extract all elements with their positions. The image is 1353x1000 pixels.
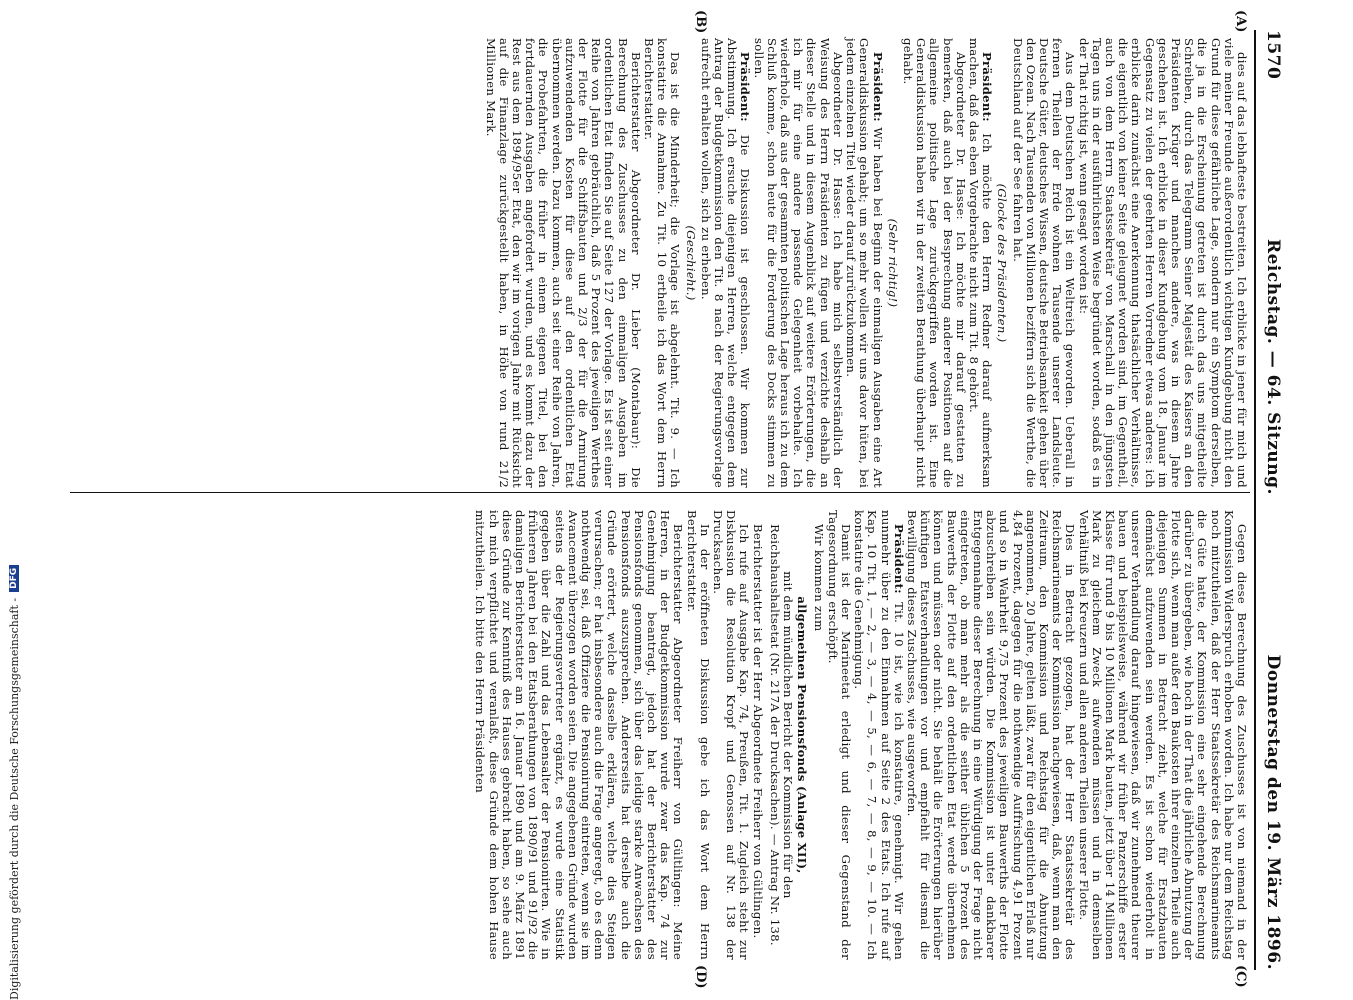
speech-paragraph <box>852 510 905 960</box>
paragraph <box>1010 38 1076 488</box>
paragraph-text: (Glocke des Präsidenten.) <box>995 183 1010 343</box>
dfg-logo: DFG <box>9 565 19 592</box>
paragraph-text: (Sehr richtig!) <box>885 218 900 308</box>
paragraph <box>711 510 751 960</box>
speaker-label: Präsident: <box>738 52 753 122</box>
paragraph-text: In der eröffneten Diskussion gebe ich das Wort dem Herrn Berichterstatter. <box>684 510 712 960</box>
paragraph-text: allgemeinen Pensionsfonds (Anlage XII), <box>795 596 810 874</box>
speech-paragraph <box>967 38 993 488</box>
paragraph <box>642 38 682 488</box>
paragraph-text: Abgeordneter Dr. Hasse: Ich möchte mir darauf gestatten zu bemerken, daß auch bei der Besprechung anderer Positionen auf die allgemeine politische Lage zurückgegriffen worden ist. Eine Generaldiskussion haben wir in der zweiten Berathung überhaupt nicht gehabt. <box>900 38 968 488</box>
paragraph-text: (Geschieht.) <box>683 225 698 301</box>
digitization-footer <box>3 565 22 1000</box>
section-heading <box>795 510 808 960</box>
paragraph <box>901 38 967 488</box>
column-divider <box>70 492 1250 493</box>
header-rule <box>1254 30 1256 970</box>
paragraph-text: Gegen diese Berechnung des Zuschusses ist von niemand in der Kommission Widerspruch erhoben worden. Ich habe nur dem Reichstag noch mitzutheilen, daß der Herr Staatssekretär des Reichsmarineamts die Güte hatte, der Kommission eine sehr eingehende Berechnung darüber zu übergeben, wie hoch in der That die jährliche Abnutzung der Flotte sich, wenn man außer den Baukosten ihrer einzelnen Theile auch diejenigen Summen in Betracht zieht, welche für Ersatzbauten demnächst aufzuwenden sein werden. Es ist schon wiederholt in unserer Verhandlung darauf hingewiesen, daß wir zunehmend theurer bauen und beispielsweise, während wir früher Panzerschiffe erster Klasse für rund 9 bis 10 Millionen Mark bauten, jetzt über 14 Millionen Mark zu gleichem Zweck aufwenden müssen und in demselben Verhältniß bei Kreuzern und allen anderen Theilen unserer Flotte. <box>1076 510 1249 960</box>
paragraph <box>684 510 710 960</box>
paragraph-text: Abgeordneter Dr. Hasse: Ich habe mich selbstverständlich der Weisung des Herrn Präsidenten zu fügen und verzichte deshalb an dieser Stelle und in diesem Augenblick auf weitere Erörterungen, die ich mir für eine andere passende Gelegenheit vorbehalte. Ich wiederhole, daß aus der gesammten politischen Lage heraus ich zu dem Schluß komme, schon heute für die Forderung des Docks stimmen zu sollen. <box>751 38 845 488</box>
stage-direction <box>886 38 899 488</box>
paragraph-text: Tit. 10 ist, wie ich konstatire, genehmigt. Wir gehen nunmehr über zu den Einnahmen auf Seite 2 des Etats. Ich rufe auf Kap. 10 Tit. 1, — 2, — 3, — 4, — 5, — 6, — 7, — 8, — 9, — 10. — Ich konstatire die Genehmigung. <box>852 510 906 960</box>
speaker-label: Präsident: <box>870 52 885 122</box>
paragraph-text: Das ist die Minderheit; die Vorlage ist abgelehnt. Tit. 9. — Ich konstatire die Annahme. Zu Tit. 10 ertheile ich das Wort dem Herrn Berichterstatter. <box>642 38 683 488</box>
paragraph <box>750 510 763 960</box>
paragraph-text: Berichterstatter Abgeordneter Dr. Lieber (Montabaur): Die Berechnung des Zuschusses zu den einmaligen Ausgaben im ordentlichen Etat finden Sie auf Seite 127 der Vorlage. Es ist seit einer Reihe von Jahren gebräuchlich, daß 5 Prozent des jeweiligen Werthes der Flotte für die Schiffsbauten und 2/3 der für die Armirung aufzuwendenden Kosten für diese auf den ordentlichen Etat übernommen werden. Dazu kommen, auch seit einer Reihe von Jahren, die Probefahrten, die früher in einem eigenen Titel, bei den fortdauernden Ausgaben angefordert wurden, und es kommt dazu der Rest aus dem 1894/95er Etat, den wir im vorigen Jahre mit Rücksicht auf die Finanzlage zurückgestellt haben, in Höhe von rund 21/2 Millionen Mark. <box>483 38 643 488</box>
page-date: Donnerstag den 19. März 1896. <box>1263 654 1283 970</box>
speech-paragraph <box>844 38 884 488</box>
paragraph-text: Aus dem Deutschen Reich ist ein Weltreich geworden. Ueberall in fernen Theilen der Erde wohnen Tausende unserer Landsleute. Deutsche Güter, deutsches Wissen, deutsche Betriebsamkeit gehen über den Ozean. Nach Tausenden von Millionen beziffern sich die Werthe, die Deutschland auf der See fahren hat. <box>1010 38 1078 488</box>
paragraph <box>826 510 852 960</box>
stage-direction <box>995 38 1008 488</box>
paragraph-text: Berichterstatter ist der Herr Abgeordnete Freiherr von Gültlingen. <box>750 524 765 939</box>
paragraph-text: Damit ist der Marineetat erledigt und dieser Gegenstand der Tagesordnung erschöpft. <box>825 510 853 960</box>
paragraph-text: Berichterstatter Abgeordneter Freiherr von Gültlingen: Meine Herren, in der Budgetkommission wurde zwar das Kap. 74 zur Genehmigung beantragt, jedoch hat der Berichterstatter des Pensionsfonds genommen, sich über das leidige starke Anwachsen des Pensionsfonds auszusprechen. Andererseits hat derselbe auch die Gründe erörtert, welche dasselbe erklären, welche dies Steigen verursachen; er hat insbesondere auch die Frage angeregt, ob es denn nothwendig sei, daß Offiziere die Pensionirung eintreten, wenn sie im Avancement überzogen worden seien. Die angegebenen Gründe wurden seitens der Regierungsvertreter ergänzt, es wurde eine Statistik gegeben über die Zahl und das Lebensalter der Pensionirten. Wie in früheren Jahren bei den Etatsberathungen von 1890/91 und 91/92 die damaligen Berichterstatter am 16. Januar 1890 und am 9. März 1891 diese Gründe zur Kenntniß des Hauses gebracht haben, so sehe auch ich mich verpflichtet und veranlaßt, diese Gründe dem hohen Hause mitzutheilen. Ich bitte den Herrn Präsidenten <box>473 510 686 960</box>
paragraph-text: Ich rufe auf Ausgabe Kap. 74, Preußen, Tit. 1. Zugleich steht zur Diskussion die Resolution Kropf und Genossen auf Nr. 138 der Drucksachen. <box>711 510 752 960</box>
paragraph <box>812 510 825 960</box>
paragraph <box>1076 510 1248 960</box>
right-column <box>473 510 1248 960</box>
footer-text: Digitalisierung gefördert durch die Deutsche Forschungsgemeinschaft - <box>8 597 21 1000</box>
paragraph-text: dies auf das lebhafteste bestreiten. Ich erblicke in jener für mich und viele meiner Freunde außerordentlich wichtigen Kundgebung nicht den Grund für diese gefährliche Lage, sondern nur ein Symptom derselben, die ja in die Erscheinung getreten ist durch das uns mitgetheilte Schreiben, durch das Telegramm Seiner Majestät des Kaisers an den Präsidenten Krüger und manches andere, was in diesem Jahre geschehen ist. Ich erblicke in dieser Kundgebung vom 18. Januar im Gegensatz zu vielen der geehrten Herren Vorredner etwas anderes: ich erblicke darin zunächst eine Anerkennung thatsächlicher Verhältnisse, die eigentlich von keiner Seite geleugnet worden sind, im Gegentheil, auch von dem Herrn Staatssekretär von Marschall in den jüngsten Tagen uns in der ausführlichsten Weise begründet worden, sodaß es in der That richtig ist, wenn gesagt worden ist: <box>1076 38 1249 488</box>
page-title: Reichstag. — 64. Sitzung. <box>1263 238 1283 495</box>
paragraph <box>1076 38 1248 488</box>
section-subheading <box>768 510 794 960</box>
paragraph <box>905 510 1077 960</box>
page-header <box>1258 30 1288 970</box>
paragraph-text: Wir haben bei Beginn der einmaligen Ausgaben eine Art Generaldiskussion gehabt; um so mehr wollen wir uns davor hüten, bei jedem einzelnen Titel wieder darauf zurückzukommen. <box>844 38 885 488</box>
margin-mark-b: (B) <box>693 10 708 34</box>
left-column <box>483 38 1248 488</box>
page-number: 1570 <box>1263 30 1283 80</box>
speech-paragraph <box>699 38 752 488</box>
paragraph <box>751 38 843 488</box>
stage-direction <box>683 38 696 488</box>
margin-mark-a: (A) <box>1233 10 1248 33</box>
speaker-label: Präsident: <box>891 524 906 594</box>
margin-mark-d: (D) <box>693 965 708 989</box>
paragraph <box>473 510 684 960</box>
paragraph-text: Die Diskussion ist geschlossen. Wir kommen zur Abstimmung. Ich ersuche diejenigen Herren, welche entgegen dem Antrag der Budgetkommission den Tit. 8 nach der Regierungsvorlage aufrecht erhalten wollen, sich zu erheben. <box>698 38 753 488</box>
paragraph-text: Dies in Betracht gezogen, hat der Herr Staatssekretär des Reichsmarineamts der Kommission nachgewiesen, daß, wenn man den Zeitraum, den Kommission und Reichstag für die Abnutzung angenommen, 20 Jahre, gelten läßt, zwar für den eigentlichen Erlaß nur 4,84 Prozent, dagegen für die nothwendige Auffrischung 4,91 Prozent und so in Wahrheit 9,75 Prozent des jeweiligen Bauwerths der Flotte abzuschreiben sein würden. Die Kommission ist unter dankbarer Entgegennahme dieser Berechnung in eine Würdigung der Frage nicht eingetreten, ob man mehr als die seither üblichen 5 Prozent des Bauwerths der Flotte auf den ordentlichen Etat werde übernehmen können und müssen oder nicht. Sie behält die Erörterungen hierüber künftigen Etatsverhandlungen vor und empfiehlt für diesmal die Bewilligung dieses Zuschusses, wie ausgeworfen. <box>904 510 1078 960</box>
paragraph-text: Wir kommen zum <box>812 524 827 632</box>
margin-mark-c: (C) <box>1233 965 1248 988</box>
speaker-label: Präsident: <box>980 52 995 122</box>
paragraph-text: mit dem mündlichen Bericht der Kommission für den Reichshaushaltsetat (Nr. 217A der Drucksachen). — Antrag Nr. 138. <box>767 524 796 946</box>
paragraph <box>483 38 641 488</box>
paragraph-text: Ich möchte den Herrn Redner darauf aufmerksam machen, daß das eben Vorgebrachte nicht zum Tit. 8 gehört. <box>966 38 995 488</box>
